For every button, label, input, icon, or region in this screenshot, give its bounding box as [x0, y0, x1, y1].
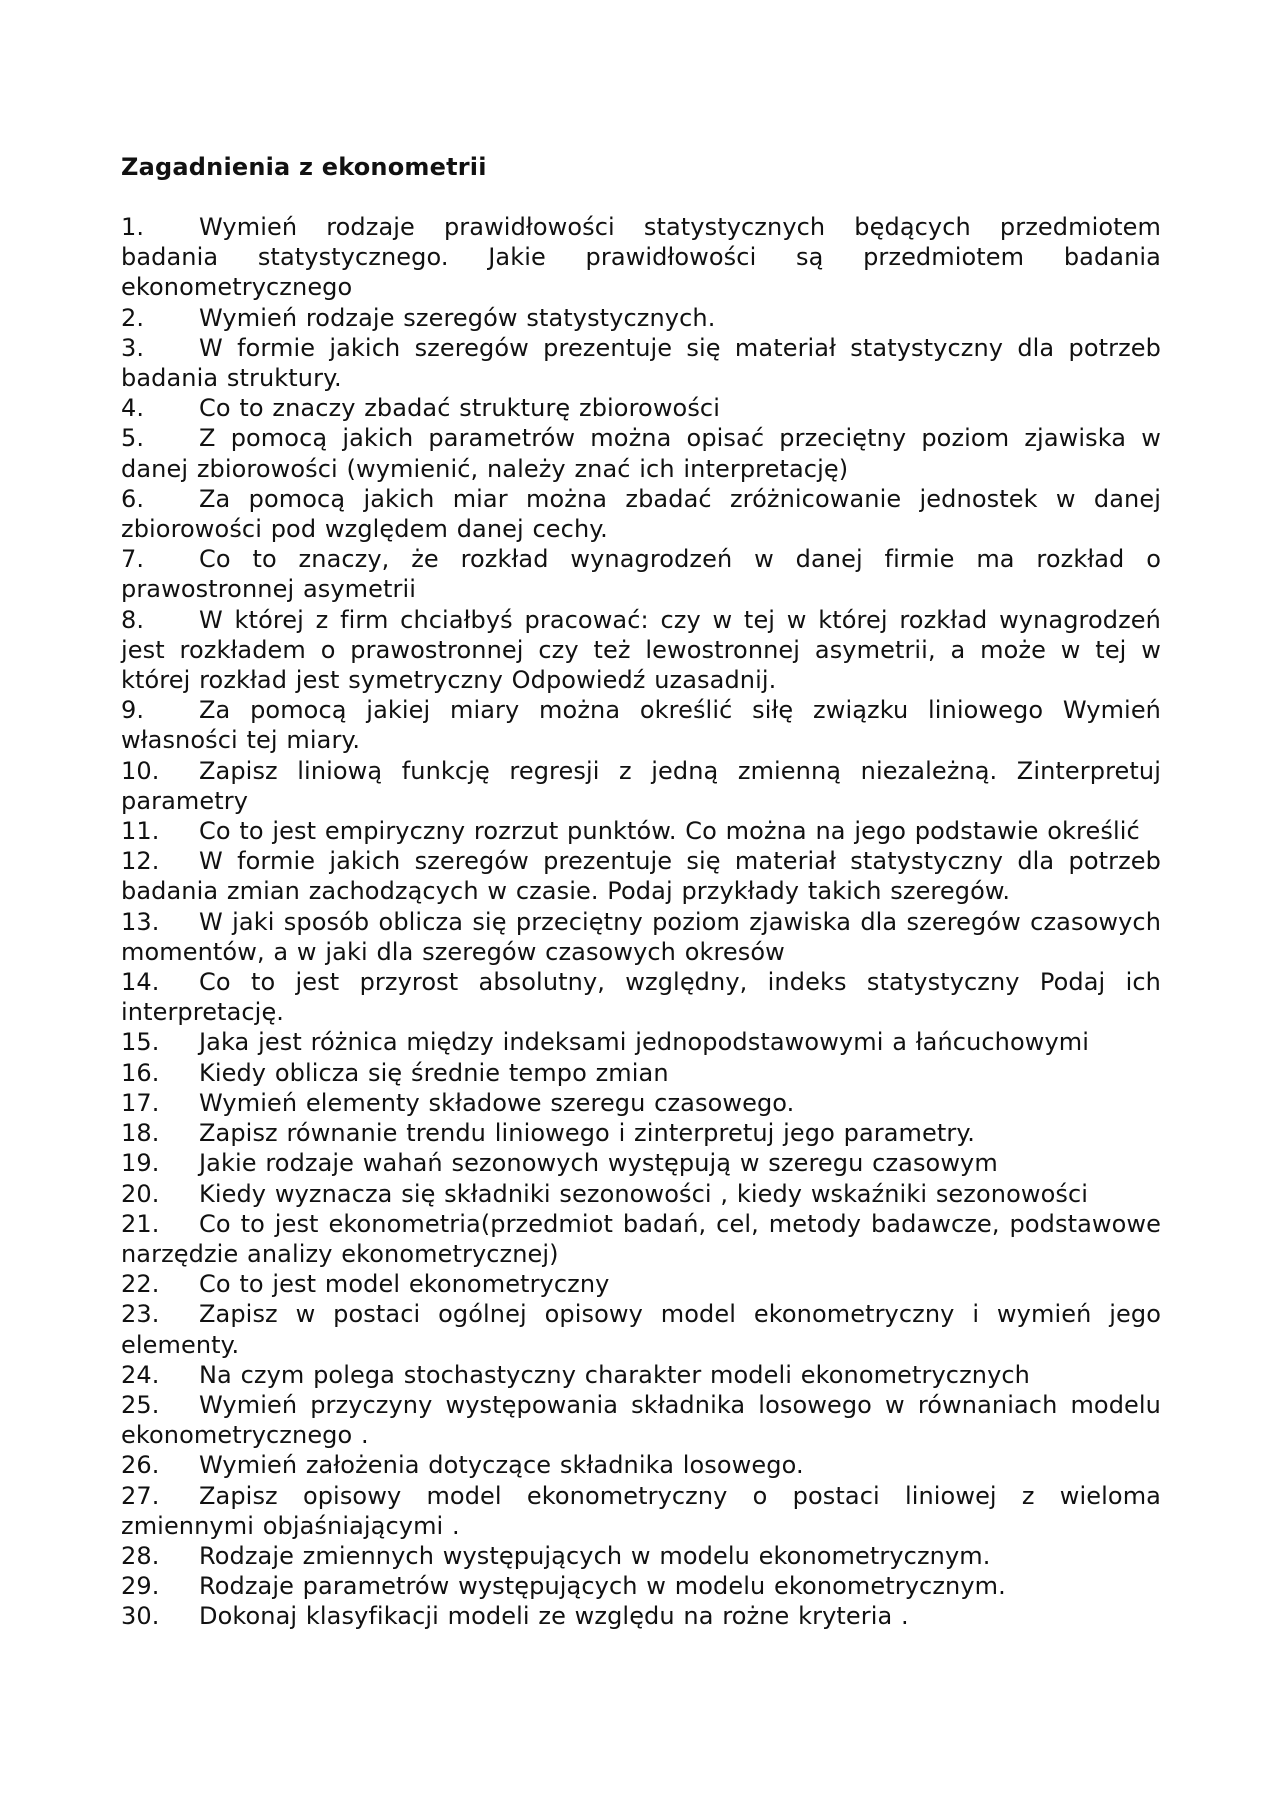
question-text: W formie jakich szeregów prezentuje się materiał statystyczny dla potrzeb badania struktury. — [121, 333, 1161, 393]
question-number: 27. — [121, 1481, 160, 1510]
question-item — [121, 756, 1161, 816]
question-item — [121, 333, 1161, 393]
question-text: Co to znaczy, że rozkład wynagrodzeń w danej firmie ma rozkład o prawostronnej asymetrii — [121, 545, 1161, 604]
question-text: Z pomocą jakich parametrów można opisać przeciętny poziom zjawiska w danej zbiorowości (wymienić, należy znać ich interpretację) — [121, 424, 1161, 483]
question-list — [121, 212, 1161, 1632]
question-number: 11. — [121, 817, 160, 846]
question-text: Dokonaj klasyfikacji modeli ze względu na rożne kryteria . — [199, 1602, 909, 1631]
question-number: 30. — [121, 1602, 160, 1631]
question-item — [121, 1027, 1161, 1057]
question-item — [121, 1299, 1161, 1359]
question-number: 22. — [121, 1270, 160, 1299]
question-text: Co to jest ekonometria(przedmiot badań, cel, metody badawcze, podstawowe narzędzie analizy ekonometrycznej) — [121, 1209, 1161, 1268]
question-number: 26. — [121, 1451, 160, 1480]
question-item — [121, 1148, 1161, 1178]
question-number: 17. — [121, 1088, 160, 1117]
question-number: 6. — [121, 484, 145, 513]
question-item — [121, 212, 1161, 303]
question-number: 25. — [121, 1390, 160, 1419]
question-text: Na czym polega stochastyczny charakter modeli ekonometrycznych — [199, 1360, 1030, 1389]
question-text: Rodzaje zmiennych występujących w modelu ekonometrycznym. — [199, 1541, 991, 1570]
question-text: Wymień założenia dotyczące składnika losowego. — [199, 1451, 804, 1480]
question-text: Wymień elementy składowe szeregu czasowego. — [199, 1088, 795, 1117]
question-item — [121, 1601, 1161, 1631]
question-text: Wymień rodzaje szeregów statystycznych. — [199, 303, 716, 332]
question-item — [121, 695, 1161, 755]
question-number: 3. — [121, 333, 145, 362]
question-text: Co to jest empiryczny rozrzut punktów. Co można na jego podstawie określić — [199, 817, 1140, 846]
question-item — [121, 846, 1161, 906]
document-page — [121, 150, 1161, 1632]
question-text: Zapisz opisowy model ekonometryczny o postaci liniowej z wieloma zmiennymi objaśniającymi . — [121, 1481, 1161, 1540]
question-text: Za pomocą jakich miar można zbadać zróżnicowanie jednostek w danej zbiorowości pod względem danej cechy. — [121, 484, 1161, 544]
question-number: 2. — [121, 303, 145, 332]
question-text: Za pomocą jakiej miary można określić siłę związku liniowego Wymień własności tej miary. — [121, 696, 1161, 755]
question-number: 20. — [121, 1179, 160, 1208]
question-text: Co to znaczy zbadać strukturę zbiorowości — [199, 394, 720, 423]
question-text: Wymień przyczyny występowania składnika losowego w równaniach modelu ekonometrycznego . — [121, 1390, 1161, 1450]
question-number: 29. — [121, 1572, 160, 1601]
document-title: Zagadnienia z ekonometrii — [121, 153, 487, 181]
question-item — [121, 1058, 1161, 1088]
question-number: 18. — [121, 1119, 160, 1148]
question-item — [121, 1450, 1161, 1480]
question-number: 15. — [121, 1028, 160, 1057]
question-text: Co to jest model ekonometryczny — [199, 1270, 610, 1299]
question-item — [121, 1360, 1161, 1390]
question-item — [121, 1088, 1161, 1118]
question-item — [121, 816, 1161, 846]
question-text: W jaki sposób oblicza się przeciętny poziom zjawiska dla szeregów czasowych momentów, a w jaki dla szeregów czasowych okresów — [121, 907, 1161, 966]
question-number: 10. — [121, 756, 160, 785]
question-number: 19. — [121, 1149, 160, 1178]
question-item — [121, 423, 1161, 483]
question-item — [121, 1541, 1161, 1571]
question-item — [121, 1571, 1161, 1601]
question-item — [121, 1269, 1161, 1299]
question-number: 4. — [121, 394, 145, 423]
question-number: 28. — [121, 1541, 160, 1570]
question-text: W formie jakich szeregów prezentuje się materiał statystyczny dla potrzeb badania zmian zachodzących w czasie. Podaj przykłady takich szeregów. — [121, 847, 1161, 906]
question-item — [121, 484, 1161, 544]
question-text: Kiedy wyznacza się składniki sezonowości , kiedy wskaźniki sezonowości — [199, 1179, 1089, 1208]
question-item — [121, 605, 1161, 696]
question-item — [121, 1179, 1161, 1209]
question-text: Wymień rodzaje prawidłowości statystycznych będących przedmiotem badania statystycznego. Jakie prawidłowości są przedmiotem badania ekonometrycznego — [121, 213, 1161, 302]
question-text: Rodzaje parametrów występujących w modelu ekonometrycznym. — [199, 1572, 1006, 1601]
question-text: W której z firm chciałbyś pracować: czy w tej w której rozkład wynagrodzeń jest rozkładem o prawostronnej czy też lewostronnej asymetrii, a może w tej w której rozkład jest symetryczny Odpowiedź uzasadnij. — [121, 605, 1161, 695]
question-text: Zapisz w postaci ogólnej opisowy model ekonometryczny i wymień jego elementy. — [121, 1300, 1161, 1359]
question-number: 1. — [121, 213, 145, 241]
question-text: Kiedy oblicza się średnie tempo zmian — [199, 1058, 669, 1087]
question-item — [121, 1390, 1161, 1450]
question-number: 13. — [121, 907, 160, 936]
question-number: 12. — [121, 847, 160, 876]
question-text: Jaka jest różnica między indeksami jednopodstawowymi a łańcuchowymi — [199, 1028, 1090, 1057]
question-number: 23. — [121, 1300, 160, 1329]
question-text: Zapisz liniową funkcję regresji z jedną zmienną niezależną. Zinterpretuj parametry — [121, 756, 1161, 815]
question-item — [121, 967, 1161, 1027]
question-text: Jakie rodzaje wahań sezonowych występują w szeregu czasowym — [199, 1149, 998, 1178]
question-item — [121, 907, 1161, 967]
question-item — [121, 393, 1161, 423]
question-text: Co to jest przyrost absolutny, względny, indeks statystyczny Podaj ich interpretację. — [121, 968, 1161, 1027]
question-number: 24. — [121, 1360, 160, 1389]
question-number: 16. — [121, 1058, 160, 1087]
question-item — [121, 1209, 1161, 1269]
question-number: 7. — [121, 545, 145, 574]
question-item — [121, 303, 1161, 333]
question-item — [121, 1481, 1161, 1541]
question-item — [121, 1118, 1161, 1148]
question-number: 21. — [121, 1209, 160, 1238]
question-number: 9. — [121, 696, 145, 725]
question-number: 14. — [121, 968, 160, 997]
question-text: Zapisz równanie trendu liniowego i zinterpretuj jego parametry. — [199, 1119, 975, 1148]
question-number: 8. — [121, 605, 145, 634]
question-item — [121, 544, 1161, 604]
question-number: 5. — [121, 424, 145, 453]
